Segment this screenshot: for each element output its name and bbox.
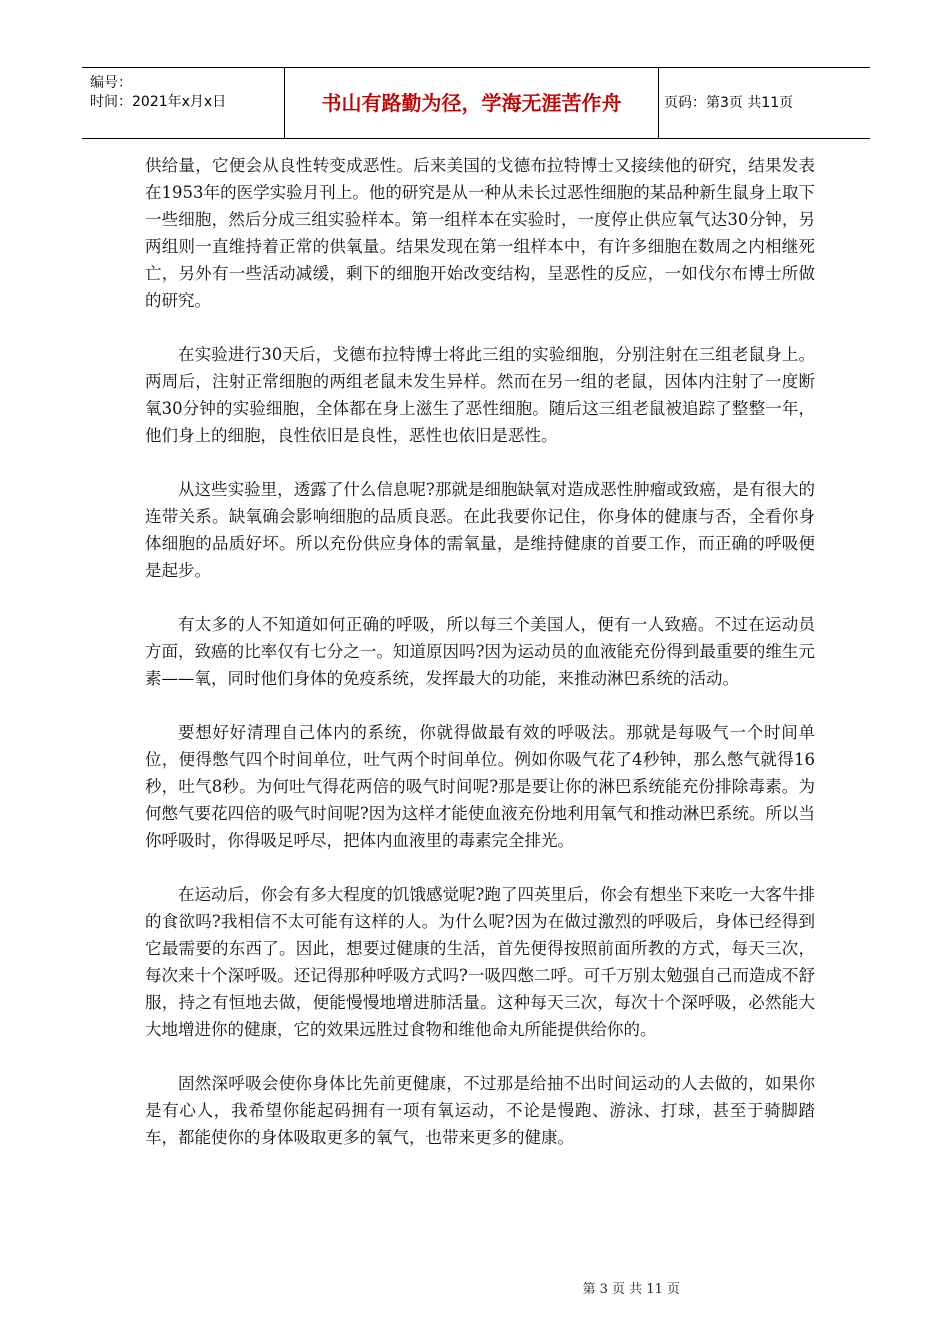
document-number-label: 编号： (90, 75, 132, 91)
paragraph: 有太多的人不知道如何正确的呼吸，所以每三个美国人，便有一人致癌。不过在运动员方面，致癌的比率仅有七分之一。知道原因吗?因为运动员的血液能充份得到最重要的维生元素——氧，同时他们身体的免疫系统，发挥最大的功能，来推动淋巴系统的活动。 (145, 615, 815, 688)
page-header (82, 67, 870, 139)
document-body (145, 152, 815, 1178)
header-page-info: 页码：第3页 共11页 (664, 95, 794, 111)
document-date-label: 时间：2021年x月x日 (90, 94, 227, 110)
header-divider (658, 68, 659, 138)
paragraph: 从这些实验里，透露了什么信息呢?那就是细胞缺氧对造成恶性肿瘤或致癌，是有很大的连带关系。缺氧确会影响细胞的品质良恶。在此我要你记住，你身体的健康与否，全看你身体细胞的品质好坏。所以充份供应身体的需氧量，是维持健康的首要工作，而正确的呼吸便是起步。 (145, 480, 815, 580)
paragraph: 在运动后，你会有多大程度的饥饿感觉呢?跑了四英里后，你会有想坐下来吃一大客牛排的食欲吗?我相信不太可能有这样的人。为什么呢?因为在做过激烈的呼吸后，身体已经得到它最需要的东西了。因此，想要过健康的生活，首先便得按照前面所教的方式，每天三次，每次来十个深呼吸。还记得那种呼吸方式吗?一吸四憋二呼。可千万别太勉强自己而造成不舒服，持之有恒地去做，便能慢慢地增进肺活量。这种每天三次，每次十个深呼吸，必然能大大地增进你的健康，它的效果远胜过食物和维他命丸所能提供给你的。 (145, 885, 815, 1039)
header-meta (90, 74, 290, 112)
header-motto: 书山有路勤为径，学海无涯苦作舟 (321, 91, 622, 115)
paragraph: 在实验进行30天后，戈德布拉特博士将此三组的实验细胞，分别注射在三组老鼠身上。两周后，注射正常细胞的两组老鼠未发生异样。然而在另一组的老鼠，因体内注射了一度断氧30分钟的实验细胞，全体都在身上滋生了恶性细胞。随后这三组老鼠被追踪了整整一年，他们身上的细胞，良性依旧是良性，恶性也依旧是恶性。 (145, 345, 815, 445)
page-footer (0, 1278, 950, 1297)
footer-page-number: 第 3 页 共 11 页 (582, 1282, 680, 1297)
paragraph: 要想好好清理自己体内的系统，你就得做最有效的呼吸法。那就是每吸气一个时间单位，便得憋气四个时间单位，吐气两个时间单位。例如你吸气花了4秒钟，那么憋气就得16秒，吐气8秒。为何吐气得花两倍的吸气时间呢?那是要让你的淋巴系统能充份排除毒素。为何憋气要花四倍的吸气时间呢?因为这样才能使血液充份地利用氧气和推动淋巴系统。所以当你呼吸时，你得吸足呼尽，把体内血液里的毒素完全排光。 (145, 723, 815, 850)
paragraph: 固然深呼吸会使你身体比先前更健康，不过那是给抽不出时间运动的人去做的，如果你是有心人，我希望你能起码拥有一项有氧运动，不论是慢跑、游泳、打球，甚至于骑脚踏车，都能使你的身体吸取更多的氧气，也带来更多的健康。 (145, 1074, 815, 1147)
paragraph-continued: 供给量，它便会从良性转变成恶性。后来美国的戈德布拉特博士又接续他的研究，结果发表在1953年的医学实验月刊上。他的研究是从一种从未长过恶性细胞的某品种新生鼠身上取下一些细胞，然后分成三组实验样本。第一组样本在实验时，一度停止供应氧气达30分钟，另两组则一直维持着正常的供氧量。结果发现在第一组样本中，有许多细胞在数周之内相继死亡，另外有一些活动减缓，剩下的细胞开始改变结构，呈恶性的反应，一如伐尔布博士所做的研究。 (145, 156, 815, 310)
